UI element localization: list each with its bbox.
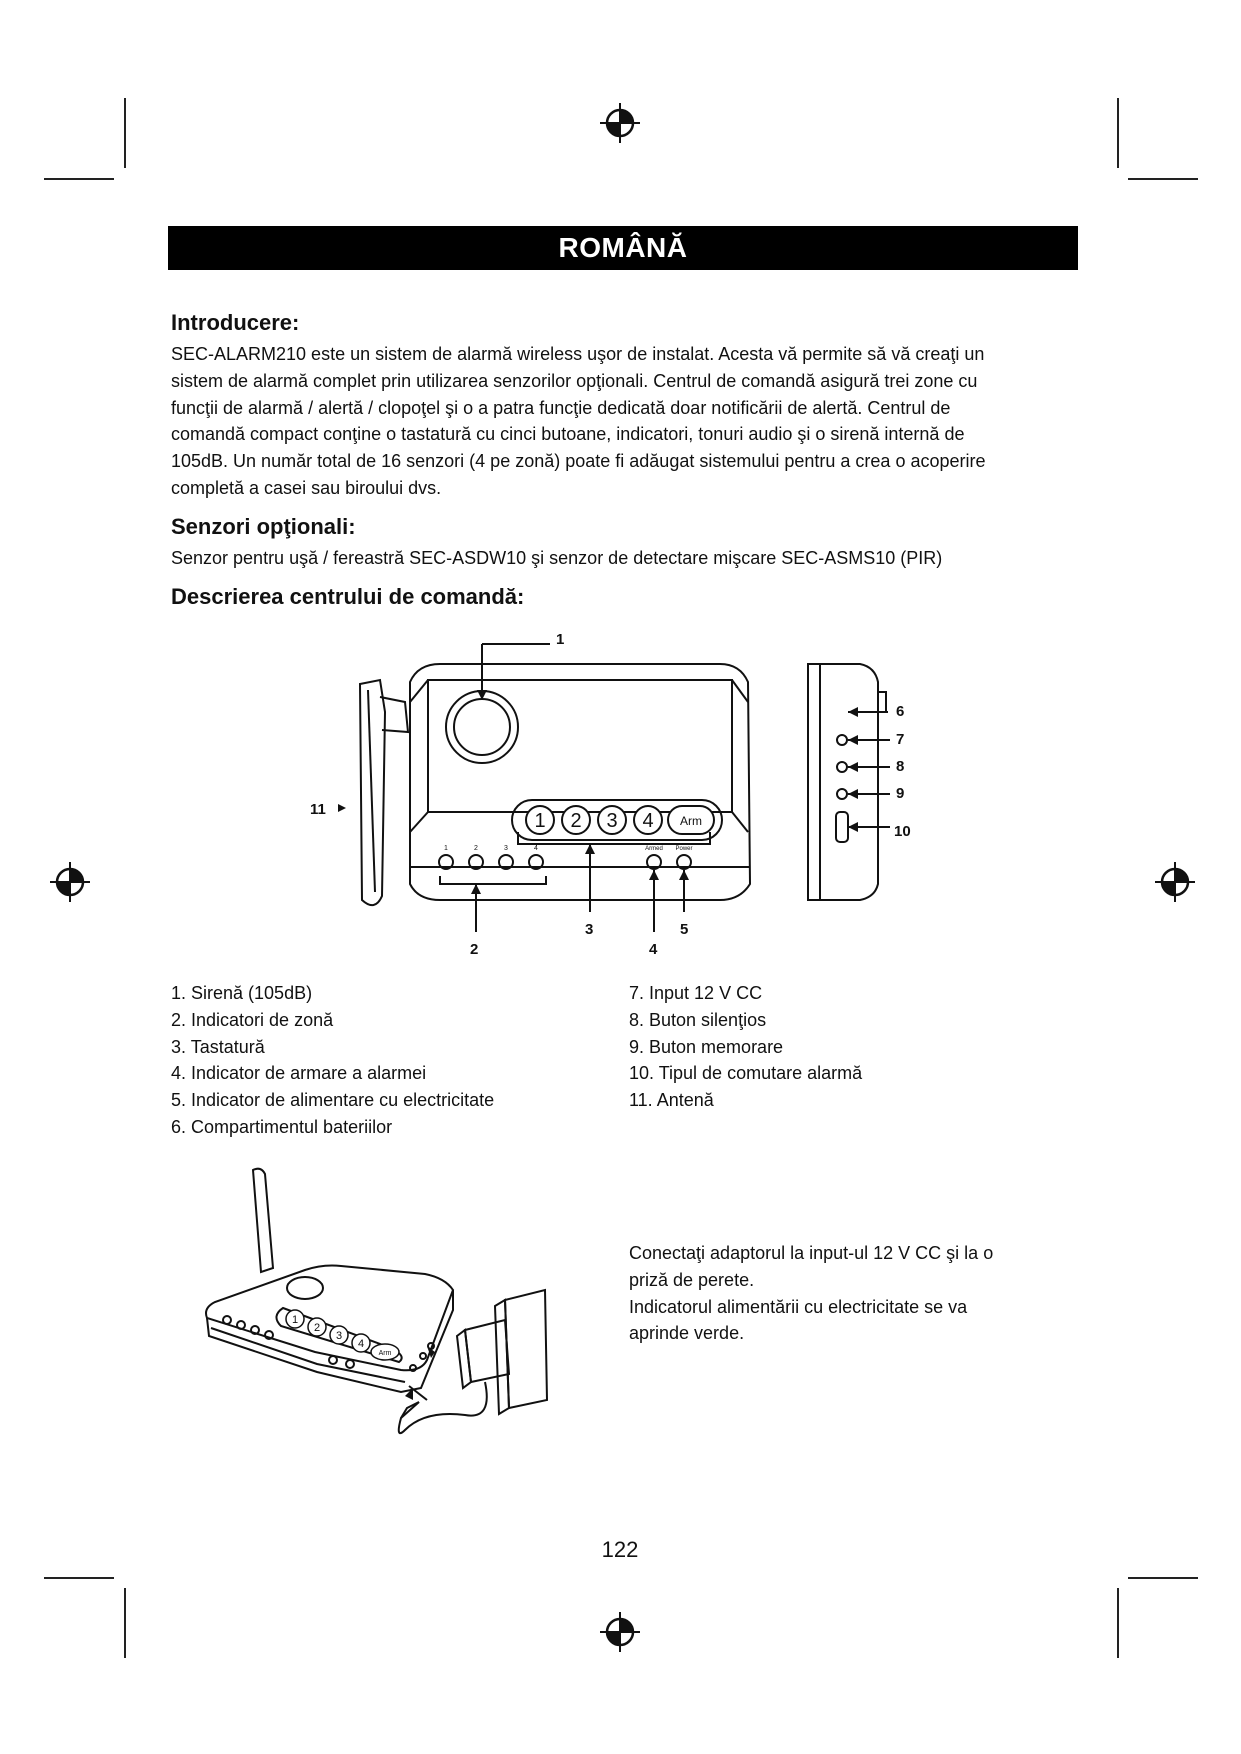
- callout-10: 10: [894, 823, 911, 840]
- zone-label: 3: [504, 845, 508, 852]
- callout-11: 11: [310, 801, 326, 818]
- sensors-heading: Senzori opţionali:: [171, 514, 356, 539]
- intro-paragraph: [171, 341, 1081, 502]
- keypad-button-2: 2: [313, 1322, 321, 1334]
- intro-heading: Introducere:: [171, 310, 300, 335]
- legend-left: [171, 980, 494, 1141]
- led-label-power: Power: [675, 846, 693, 852]
- callout-2: 2: [470, 941, 479, 958]
- crop-mark: [1128, 178, 1198, 180]
- registration-mark-icon: [600, 1612, 640, 1652]
- crop-mark: [124, 1588, 126, 1658]
- zone-label: 2: [474, 845, 478, 852]
- language-banner: ROMÂNĂ: [168, 226, 1078, 270]
- callout-4: 4: [649, 941, 658, 958]
- keypad-button-1: 1: [534, 810, 546, 832]
- zone-label: 4: [534, 845, 538, 852]
- connection-line: Conectaţi adaptorul la input-ul 12 V CC şi la o: [629, 1243, 994, 1263]
- connection-line: priză de perete.: [629, 1269, 755, 1290]
- power-adapter-icon: [465, 1320, 509, 1382]
- main-unit-body: [410, 664, 750, 900]
- keypad-button-arm: Arm: [680, 814, 702, 828]
- registration-mark-icon: [50, 862, 90, 902]
- intro-line: SEC-ALARM210 este un sistem de alarmă wireless uşor de instalat. Acesta vă permite să vă creaţi un: [171, 344, 985, 364]
- crop-mark: [124, 98, 126, 168]
- connection-line: Indicatorul alimentării cu electricitate se va: [629, 1296, 968, 1317]
- connection-illustration: [195, 1160, 615, 1450]
- page-number: 122: [601, 1537, 639, 1562]
- led-label-armed: Armed: [645, 846, 663, 852]
- legend-item: 4. Indicator de armare a alarmei: [171, 1063, 427, 1084]
- crop-mark: [1117, 98, 1119, 168]
- main-unit-body: [206, 1266, 453, 1371]
- legend-right: [629, 980, 862, 1114]
- intro-line: completă a casei sau biroului dvs.: [171, 477, 442, 498]
- callout-3: 3: [585, 921, 594, 938]
- sensors-text: Senzor pentru uşă / fereastră SEC-ASDW10 şi senzor de detectare mişcare SEC-ASMS10 (PIR): [171, 548, 943, 568]
- intro-line: comandă compact conţine o tastatură cu cinci butoane, indicatori, tonuri audio şi o sirenă internă de: [171, 424, 965, 445]
- callout-1: 1: [556, 631, 565, 648]
- keypad-button-2: 2: [570, 810, 582, 832]
- legend-item: 6. Compartimentul bateriilor: [171, 1116, 393, 1137]
- intro-line: 105dB. Un număr total de 16 senzori (4 pe zonă) poate fi adăugat sistemului pentru a crea o acoperire: [171, 451, 986, 472]
- callout-9: 9: [896, 785, 905, 802]
- antenna-icon: [253, 1169, 273, 1272]
- crop-mark: [1128, 1577, 1198, 1579]
- control-heading: Descrierea centrului de comandă:: [171, 584, 525, 609]
- registration-mark-icon: [600, 103, 640, 143]
- keypad-button-4: 4: [357, 1338, 365, 1350]
- callout-8: 8: [896, 758, 905, 775]
- crop-mark: [1117, 1588, 1119, 1658]
- zone-label: 1: [444, 845, 448, 852]
- keypad-button-4: 4: [642, 810, 654, 832]
- legend-item: 7. Input 12 V CC: [629, 983, 763, 1003]
- side-view-body: [808, 664, 878, 900]
- crop-mark: [44, 1577, 114, 1579]
- keypad-button-3: 3: [606, 810, 618, 832]
- keypad-button-arm: Arm: [378, 1350, 392, 1357]
- intro-line: sistem de alarmă complet prin utilizarea senzorilor opţionali. Centrul de comandă asigură trei zone cu: [171, 370, 978, 391]
- crop-mark: [44, 178, 114, 180]
- connection-line: aprinde verde.: [629, 1323, 745, 1344]
- callout-5: 5: [680, 921, 689, 938]
- siren-icon: [446, 691, 518, 763]
- legend-item: 5. Indicator de alimentare cu electricitate: [171, 1090, 495, 1111]
- keypad-button-3: 3: [335, 1330, 343, 1342]
- intro-line: funcţii de alarmă / alertă / clopoţel şi o a patra funcţie dedicată doar notificării de alertă. Centrul de: [171, 397, 951, 418]
- legend-item: 8. Buton silenţios: [629, 1009, 767, 1030]
- legend-item: 1. Sirenă (105dB): [171, 983, 313, 1003]
- control-center-diagram: [300, 622, 940, 972]
- legend-item: 11. Antenă: [629, 1090, 714, 1111]
- connection-instructions: [629, 1240, 1069, 1347]
- legend-item: 9. Buton memorare: [629, 1036, 784, 1057]
- legend-item: 10. Tipul de comutare alarmă: [629, 1063, 863, 1084]
- callout-7: 7: [896, 731, 905, 748]
- legend-item: 2. Indicatori de zonă: [171, 1009, 334, 1030]
- legend-item: 3. Tastatură: [171, 1036, 265, 1057]
- callout-6: 6: [896, 703, 905, 720]
- registration-mark-icon: [1155, 862, 1195, 902]
- keypad-button-1: 1: [291, 1314, 299, 1326]
